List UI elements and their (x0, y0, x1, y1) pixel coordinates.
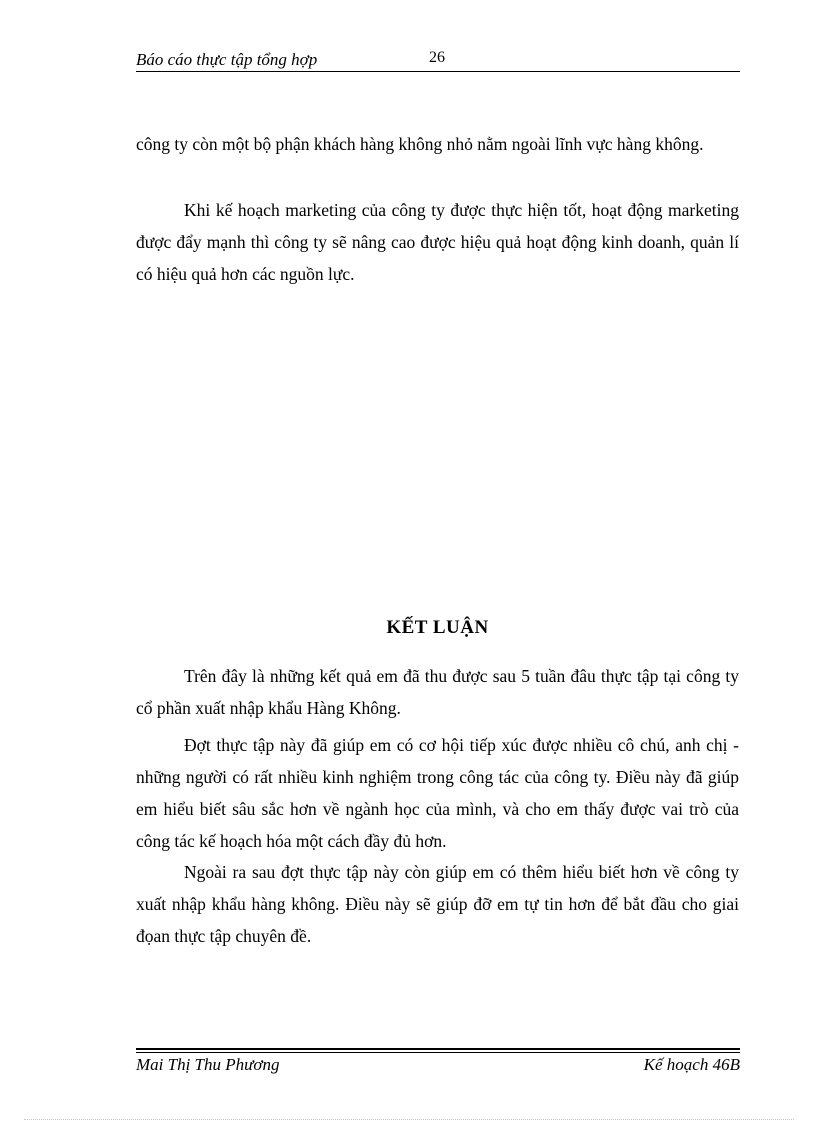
paragraph-marketing: Khi kế hoạch marketing của công ty được thực hiện tốt, hoạt động marketing được đẩy mạnh thì công ty sẽ nâng cao được hiệu quả hoạt động kinh doanh, quản lí có hiệu quả hơn các nguồn lực. (136, 200, 739, 284)
footer-author: Mai Thị Thu Phương (136, 1055, 280, 1074)
paragraph-conclusion-3: Ngoài ra sau đợt thực tập này còn giúp em có thêm hiểu biết hơn về công ty xuất nhập khẩu hàng không. Điều này sẽ giúp đỡ em tự tin hơn để bắt đầu cho giai đọan thực tập chuyên đề. (136, 862, 739, 946)
footer-rule-thin (136, 1052, 740, 1053)
header-title: Báo cáo thực tập tổng hợp (136, 50, 318, 69)
paragraph-conclusion-2: Đợt thực tập này đã giúp em có cơ hội tiếp xúc được nhiều cô chú, anh chị - những người có rất nhiều kinh nghiệm trong công tác của công ty. Điều này đã giúp em hiểu biết sâu sắc hơn về ngành học của mình, và cho em thấy được vai trò của công tác kế hoạch hóa một cách đầy đủ hơn. (136, 735, 739, 851)
paragraph-conclusion-1: Trên đây là những kết quả em đã thu được sau 5 tuần đâu thực tập tại công ty cổ phần xuất nhập khẩu Hàng Không. (136, 666, 739, 718)
paragraph-continuation: công ty còn một bộ phận khách hàng không nhỏ nằm ngoài lĩnh vực hàng không. (136, 134, 704, 154)
page-number: 26 (429, 49, 445, 66)
page-header (136, 46, 740, 72)
footer-class: Kế hoạch 46B (643, 1055, 740, 1074)
conclusion-heading: KẾT LUẬN (386, 617, 489, 638)
header-rule (136, 71, 740, 72)
page-bottom-edge (24, 1119, 794, 1120)
footer-rule-thick (136, 1048, 740, 1050)
